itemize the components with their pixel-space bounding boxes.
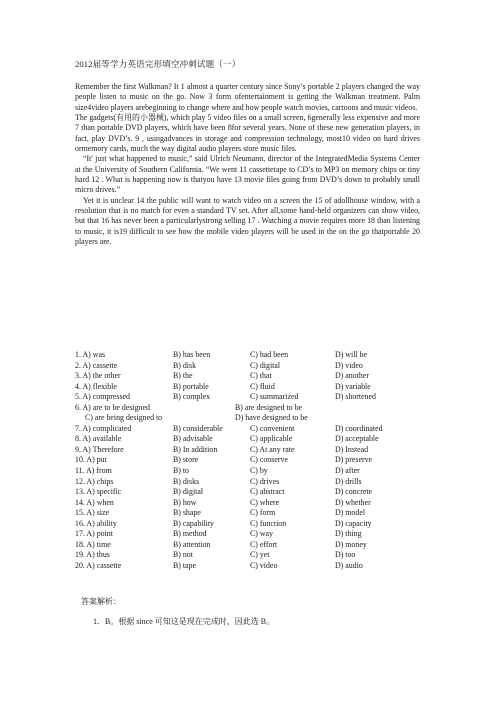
option-row-8	[75, 434, 435, 445]
option-b: B) tape	[173, 560, 197, 570]
option-b: B) not	[173, 550, 193, 560]
option-d: D) model	[335, 508, 366, 518]
explanation-heading: 答案解析：	[81, 597, 121, 606]
option-row-11	[75, 466, 435, 477]
option-c: C) convenient	[250, 423, 295, 433]
option-c: C) by	[250, 466, 268, 476]
option-c: C) applicable	[250, 434, 293, 444]
option-b: B) disks	[173, 476, 200, 486]
option-b: B) has been	[173, 350, 211, 359]
option-row-13	[75, 487, 435, 498]
option-c: C) where	[250, 497, 280, 507]
document-title: 2012届等学力英语完形填空冲刺试题（一）	[75, 59, 241, 69]
option-d: D) video	[335, 360, 363, 370]
option-d: D) after	[335, 466, 360, 476]
option-row-17	[75, 529, 435, 540]
option-c: C) yet	[250, 550, 270, 560]
option-row-19	[75, 550, 435, 561]
option-row-15	[75, 508, 435, 519]
option-d: D) another	[335, 371, 369, 381]
option-a: 2. A) cassette	[75, 360, 118, 370]
option-d: D) variable	[335, 381, 371, 391]
option-b: B) are designed to be	[235, 402, 303, 412]
option-d: D) Instead	[335, 444, 369, 454]
option-row-2	[75, 361, 435, 372]
option-d: D) money	[335, 539, 367, 549]
option-a: 10. A) put	[75, 455, 107, 465]
option-row-10	[75, 455, 435, 466]
option-a: 3. A) the other	[75, 371, 121, 381]
paragraph-1: Remember the first Walkman? It 1 almost a quarter century since Sony’s portable 2 players changed the way people listen to music on the go. Now 3 form ofentertainment is getting the Walkman treatment. Palm size4video players arebeginning to change where and how people watch movies, cartoons and music videos.	[75, 82, 420, 112]
option-row-20	[75, 561, 435, 572]
option-a: 20. A) cassette	[75, 560, 122, 570]
option-a: 19. A) thus	[75, 550, 110, 560]
option-a: 17. A) point	[75, 529, 113, 539]
option-b: B) digital	[173, 487, 204, 497]
option-b: B) In addition	[173, 444, 218, 454]
option-b: B) portable	[173, 381, 209, 391]
option-a: 4. A) flexible	[75, 381, 117, 391]
option-d: D) too	[335, 550, 356, 560]
option-a: 6. A) are to be designed	[75, 402, 150, 412]
option-c: C) conserve	[250, 455, 288, 465]
option-c: C) drives	[250, 476, 280, 486]
option-row-4	[75, 382, 435, 393]
option-b: B) advisable	[173, 434, 213, 444]
option-c: C) that	[250, 371, 272, 381]
option-d: D) concrete	[335, 487, 373, 497]
passage	[75, 82, 420, 248]
option-b: B) how	[173, 497, 197, 507]
option-row-7	[75, 424, 435, 435]
option-b: B) to	[173, 466, 190, 476]
option-d: D) coordinated	[335, 423, 383, 433]
option-a: 8. A) available	[75, 434, 122, 444]
option-d: D) have designed to be	[235, 413, 308, 423]
option-row-12	[75, 477, 435, 488]
option-c: C) video	[250, 560, 278, 570]
option-d: D) capacity	[335, 518, 372, 528]
option-a: 12. A) chips	[75, 476, 114, 486]
option-c: C) fluid	[250, 381, 275, 391]
option-row-16	[75, 519, 435, 530]
option-a: 14. A) when	[75, 497, 114, 507]
option-a: 9. A) Therefore	[75, 444, 124, 454]
option-d: D) thing	[335, 529, 362, 539]
option-b: B) considerable	[173, 423, 223, 433]
option-row-18	[75, 540, 435, 551]
option-c: C) had been	[250, 350, 289, 359]
option-c: C) abstract	[250, 487, 285, 497]
option-b: B) capability	[173, 518, 214, 528]
option-b: B) disk	[173, 360, 197, 370]
paragraph-3: “It' just what happened to music,” said Ulrich Neumann, director of the IntegratedMedia Systems Center at the University of Southern California. “We went 11 cassettetape to CD’s to MP3 on memory chips or tiny hard 12 . What is happening now is thatyou have 13 movie files going from DVD’s down to probably small micro drives.”	[75, 154, 420, 195]
option-d: D) audio	[335, 560, 363, 570]
option-d: D) whether	[335, 497, 371, 507]
option-c: C) summarized	[250, 392, 299, 402]
explanation-item: 1．B。根据 since 可知这是现在完成时，因此选 B。	[93, 617, 275, 626]
option-a: 16. A) ability	[75, 518, 117, 528]
option-a: 11. A) from	[75, 466, 112, 476]
option-c: C) At any rate	[250, 444, 295, 454]
option-row-14	[75, 498, 435, 509]
option-b: B) attention	[173, 539, 211, 549]
paragraph-4: Yet it is unclear 14 the public will want to watch video on a screen the 15 of adollhouse window, with a resolution that is no match for even a standard TV set. After all,some hand-held organizers can show video, but that 16 has never been a particularlystrong selling 17 . Watching a movie requires more 18 than listening to music, it is19 difficult to see how the mobile video players will be used in the on the go thatportable 20 players are.	[75, 195, 420, 247]
option-c: C) are being designed to	[85, 413, 163, 423]
option-d: D) drills	[335, 476, 362, 486]
option-row-6a	[75, 403, 435, 414]
option-a: 13. A) specific	[75, 487, 122, 497]
option-b: B) method	[173, 529, 207, 539]
option-row-5	[75, 392, 435, 403]
option-b: B) complex	[173, 392, 211, 402]
option-a: 15. A) size	[75, 508, 109, 518]
option-c: C) form	[250, 508, 276, 518]
option-a: 7. A) complicated	[75, 423, 132, 433]
option-c: C) function	[250, 518, 287, 528]
option-d: D) acceptable	[335, 434, 379, 444]
option-d: D) shortened	[335, 392, 376, 402]
option-a: 1. A) was	[75, 350, 106, 359]
option-row-6b	[75, 413, 435, 424]
option-d: D) will be	[335, 350, 367, 359]
option-row-1	[75, 350, 435, 361]
option-row-3	[75, 371, 435, 382]
option-b: B) shape	[173, 508, 201, 518]
option-d: D) preserve	[335, 455, 373, 465]
option-c: C) way	[250, 529, 274, 539]
option-a: 18. A) time	[75, 539, 111, 549]
option-b: B) store	[173, 455, 199, 465]
option-row-9	[75, 445, 435, 456]
paragraph-2: The gadgets(有用的小器械), which play 5 video files on a small screen, 6generally less expensive and more 7 than portable DVD players, which have been 8for several years. None of these new generation players, in fact, play DVD’s. 9 , usingadvances in storage and compression technology, most10 video on hard drives ormemory cards, much the way digital audio players store music files.	[75, 113, 420, 154]
option-c: C) effort	[250, 539, 278, 549]
option-a: 5. A) compressed	[75, 392, 131, 402]
option-c: C) digital	[250, 360, 281, 370]
option-b: B) the	[173, 371, 193, 381]
options-list	[75, 350, 435, 571]
